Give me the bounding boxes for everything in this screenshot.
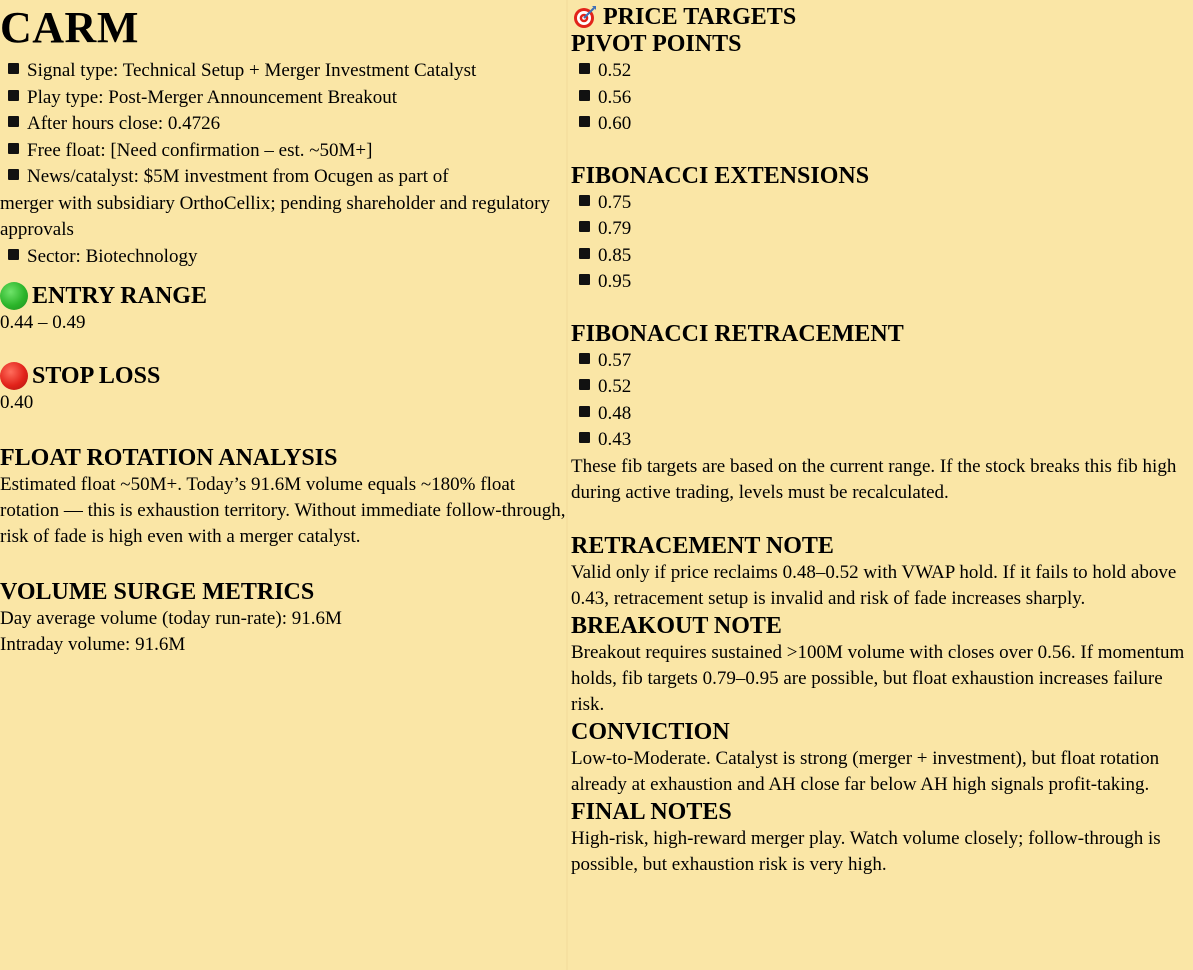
price-targets-heading: PRICE TARGETS bbox=[571, 4, 1193, 30]
list-item: 0.75 bbox=[571, 190, 1193, 217]
final-notes-text: High-risk, high-reward merger play. Watch volume closely; follow-through is possible, but exhaustion risk is very high. bbox=[571, 827, 1161, 875]
square-bullet-icon bbox=[579, 353, 590, 364]
retracement-note-section bbox=[571, 532, 1193, 612]
green-circle-icon bbox=[0, 282, 28, 310]
detail-after-hours-close: After hours close: 0.4726 bbox=[0, 111, 566, 138]
red-circle-icon bbox=[0, 362, 28, 390]
ticker-title: CARM bbox=[0, 3, 139, 52]
square-bullet-icon bbox=[579, 221, 590, 232]
float-rotation-heading: FLOAT ROTATION ANALYSIS bbox=[0, 445, 338, 471]
volume-surge-section bbox=[0, 578, 566, 658]
conviction-heading: CONVICTION bbox=[571, 718, 730, 745]
details-list bbox=[0, 58, 566, 270]
retracement-note-text: Valid only if price reclaims 0.48–0.52 with VWAP hold. If it fails to hold above 0.43, retracement setup is invalid and risk of fade increases sharply. bbox=[571, 561, 1177, 609]
final-notes-section bbox=[571, 798, 1193, 878]
float-rotation-text: Estimated float ~50M+. Today’s 91.6M volume equals ~180% float rotation — this is exhaustion territory. Without immediate follow-through, risk of fade is high even with a merger catalyst. bbox=[0, 474, 566, 547]
breakout-note-text: Breakout requires sustained >100M volume with closes over 0.56. If momentum holds, fib targets 0.79–0.95 are possible, but float exhaustion increases failure risk. bbox=[571, 641, 1185, 715]
intraday-volume: Intraday volume: 91.6M bbox=[0, 634, 186, 655]
fibonacci-extensions-section bbox=[571, 162, 1193, 296]
square-bullet-icon bbox=[579, 406, 590, 417]
entry-range-section bbox=[0, 282, 566, 336]
pivot-points-heading: PIVOT POINTS bbox=[571, 31, 742, 57]
conviction-section bbox=[571, 718, 1193, 798]
stop-loss-heading: STOP LOSS bbox=[0, 362, 566, 390]
fibonacci-extensions-heading: FIBONACCI EXTENSIONS bbox=[571, 162, 870, 189]
square-bullet-icon bbox=[579, 63, 590, 74]
detail-sector: Sector: Biotechnology bbox=[0, 244, 566, 271]
volume-surge-heading: VOLUME SURGE METRICS bbox=[0, 579, 315, 605]
square-bullet-icon bbox=[8, 249, 19, 260]
list-item: 0.43 bbox=[571, 427, 1193, 454]
square-bullet-icon bbox=[579, 379, 590, 390]
breakout-note-section bbox=[571, 612, 1193, 718]
stop-loss-section bbox=[0, 362, 566, 416]
right-column bbox=[568, 0, 1193, 970]
square-bullet-icon bbox=[579, 116, 590, 127]
entry-range-value: 0.44 – 0.49 bbox=[0, 312, 86, 333]
detail-play-type: Play type: Post-Merger Announcement Breakout bbox=[0, 85, 566, 112]
left-column bbox=[0, 0, 566, 970]
detail-signal-type: Signal type: Technical Setup + Merger Investment Catalyst bbox=[0, 58, 566, 85]
retracement-note-heading: RETRACEMENT NOTE bbox=[571, 532, 834, 559]
pivot-points-section bbox=[571, 30, 1193, 138]
list-item: 0.95 bbox=[571, 269, 1193, 296]
square-bullet-icon bbox=[8, 143, 19, 154]
detail-news-catalyst: News/catalyst: $5M investment from Ocugen as part of merger with subsidiary OrthoCellix; pending shareholder and regulatory approvals bbox=[0, 166, 550, 240]
square-bullet-icon bbox=[8, 116, 19, 127]
fibonacci-retracement-section bbox=[571, 320, 1193, 506]
list-item: 0.56 bbox=[571, 85, 1193, 112]
list-item: 0.57 bbox=[571, 348, 1193, 375]
list-item: 0.52 bbox=[571, 58, 1193, 85]
breakout-note-heading: BREAKOUT NOTE bbox=[571, 612, 782, 639]
square-bullet-icon bbox=[8, 169, 19, 180]
square-bullet-icon bbox=[579, 248, 590, 259]
day-average-volume: Day average volume (today run-rate): 91.6M bbox=[0, 608, 342, 629]
square-bullet-icon bbox=[8, 63, 19, 74]
list-item: 0.60 bbox=[571, 111, 1193, 138]
square-bullet-icon bbox=[579, 90, 590, 101]
fibonacci-retracement-heading: FIBONACCI RETRACEMENT bbox=[571, 320, 904, 347]
list-item: 0.52 bbox=[571, 374, 1193, 401]
fib-targets-note: These fib targets are based on the current range. If the stock breaks this fib high during active trading, levels must be recalculated. bbox=[571, 455, 1177, 503]
detail-free-float: Free float: [Need confirmation – est. ~50M+] bbox=[0, 138, 566, 165]
list-item: 0.48 bbox=[571, 401, 1193, 428]
target-icon bbox=[573, 5, 597, 29]
float-rotation-section bbox=[0, 444, 566, 550]
square-bullet-icon bbox=[8, 90, 19, 101]
final-notes-heading: FINAL NOTES bbox=[571, 798, 732, 825]
list-item: 0.85 bbox=[571, 243, 1193, 270]
square-bullet-icon bbox=[579, 274, 590, 285]
list-item: 0.79 bbox=[571, 216, 1193, 243]
stop-loss-value: 0.40 bbox=[0, 392, 34, 413]
entry-range-heading: ENTRY RANGE bbox=[0, 282, 566, 310]
square-bullet-icon bbox=[579, 432, 590, 443]
conviction-text: Low-to-Moderate. Catalyst is strong (merger + investment), but float rotation already at exhaustion and AH close far below AH high signals profit-taking. bbox=[571, 747, 1160, 795]
square-bullet-icon bbox=[579, 195, 590, 206]
